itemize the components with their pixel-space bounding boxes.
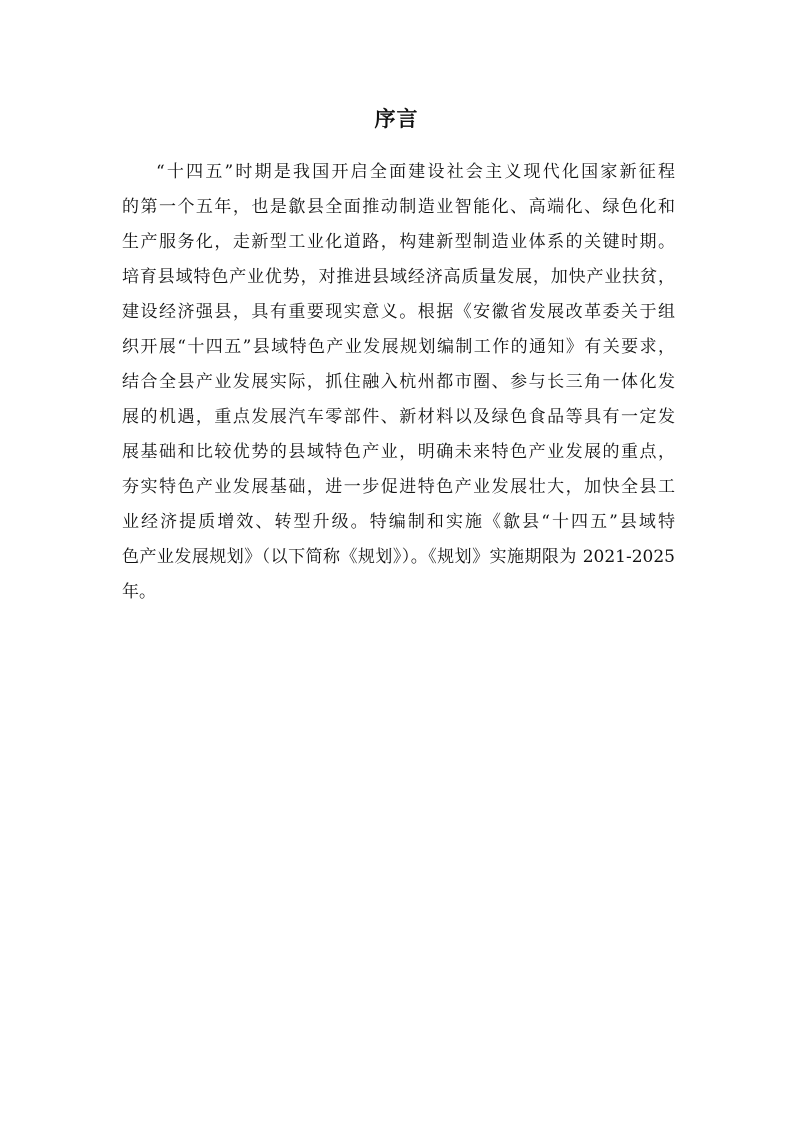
page-title: 序言 <box>374 107 419 131</box>
paragraph-line: 的第一个五年，也是歙县全面推动制造业智能化、高端化、绿色化和 <box>122 197 675 217</box>
preface-paragraph <box>122 155 675 610</box>
paragraph-line: 展基础和比较优势的县域特色产业，明确未来特色产业发展的重点， <box>122 442 675 462</box>
paragraph-line: 生产服务化，走新型工业化道路，构建新型制造业体系的关键时期。 <box>122 232 675 252</box>
paragraph-line: 夯实特色产业发展基础，进一步促进特色产业发展壮大，加快全县工 <box>122 477 675 497</box>
paragraph-line: “十四五”时期是我国开启全面建设社会主义现代化国家新征程 <box>156 162 675 182</box>
paragraph-line: 年。 <box>122 582 156 602</box>
paragraph-line: 色产业发展规划》（以下简称《规划》）。《规划》实施期限为 2021-2025 <box>122 547 675 567</box>
paragraph-line: 培育县域特色产业优势，对推进县域经济高质量发展，加快产业扶贫， <box>122 267 675 287</box>
paragraph-line: 结合全县产业发展实际，抓住融入杭州都市圈、参与长三角一体化发 <box>122 372 675 392</box>
paragraph-line: 展的机遇，重点发展汽车零部件、新材料以及绿色食品等具有一定发 <box>122 407 675 427</box>
paragraph-line: 织开展“十四五”县域特色产业发展规划编制工作的通知》有关要求， <box>122 337 675 357</box>
paragraph-line: 业经济提质增效、转型升级。特编制和实施《歙县“十四五”县域特 <box>122 512 675 532</box>
paragraph-line: 建设经济强县，具有重要现实意义。根据《安徽省发展改革委关于组 <box>122 302 675 322</box>
